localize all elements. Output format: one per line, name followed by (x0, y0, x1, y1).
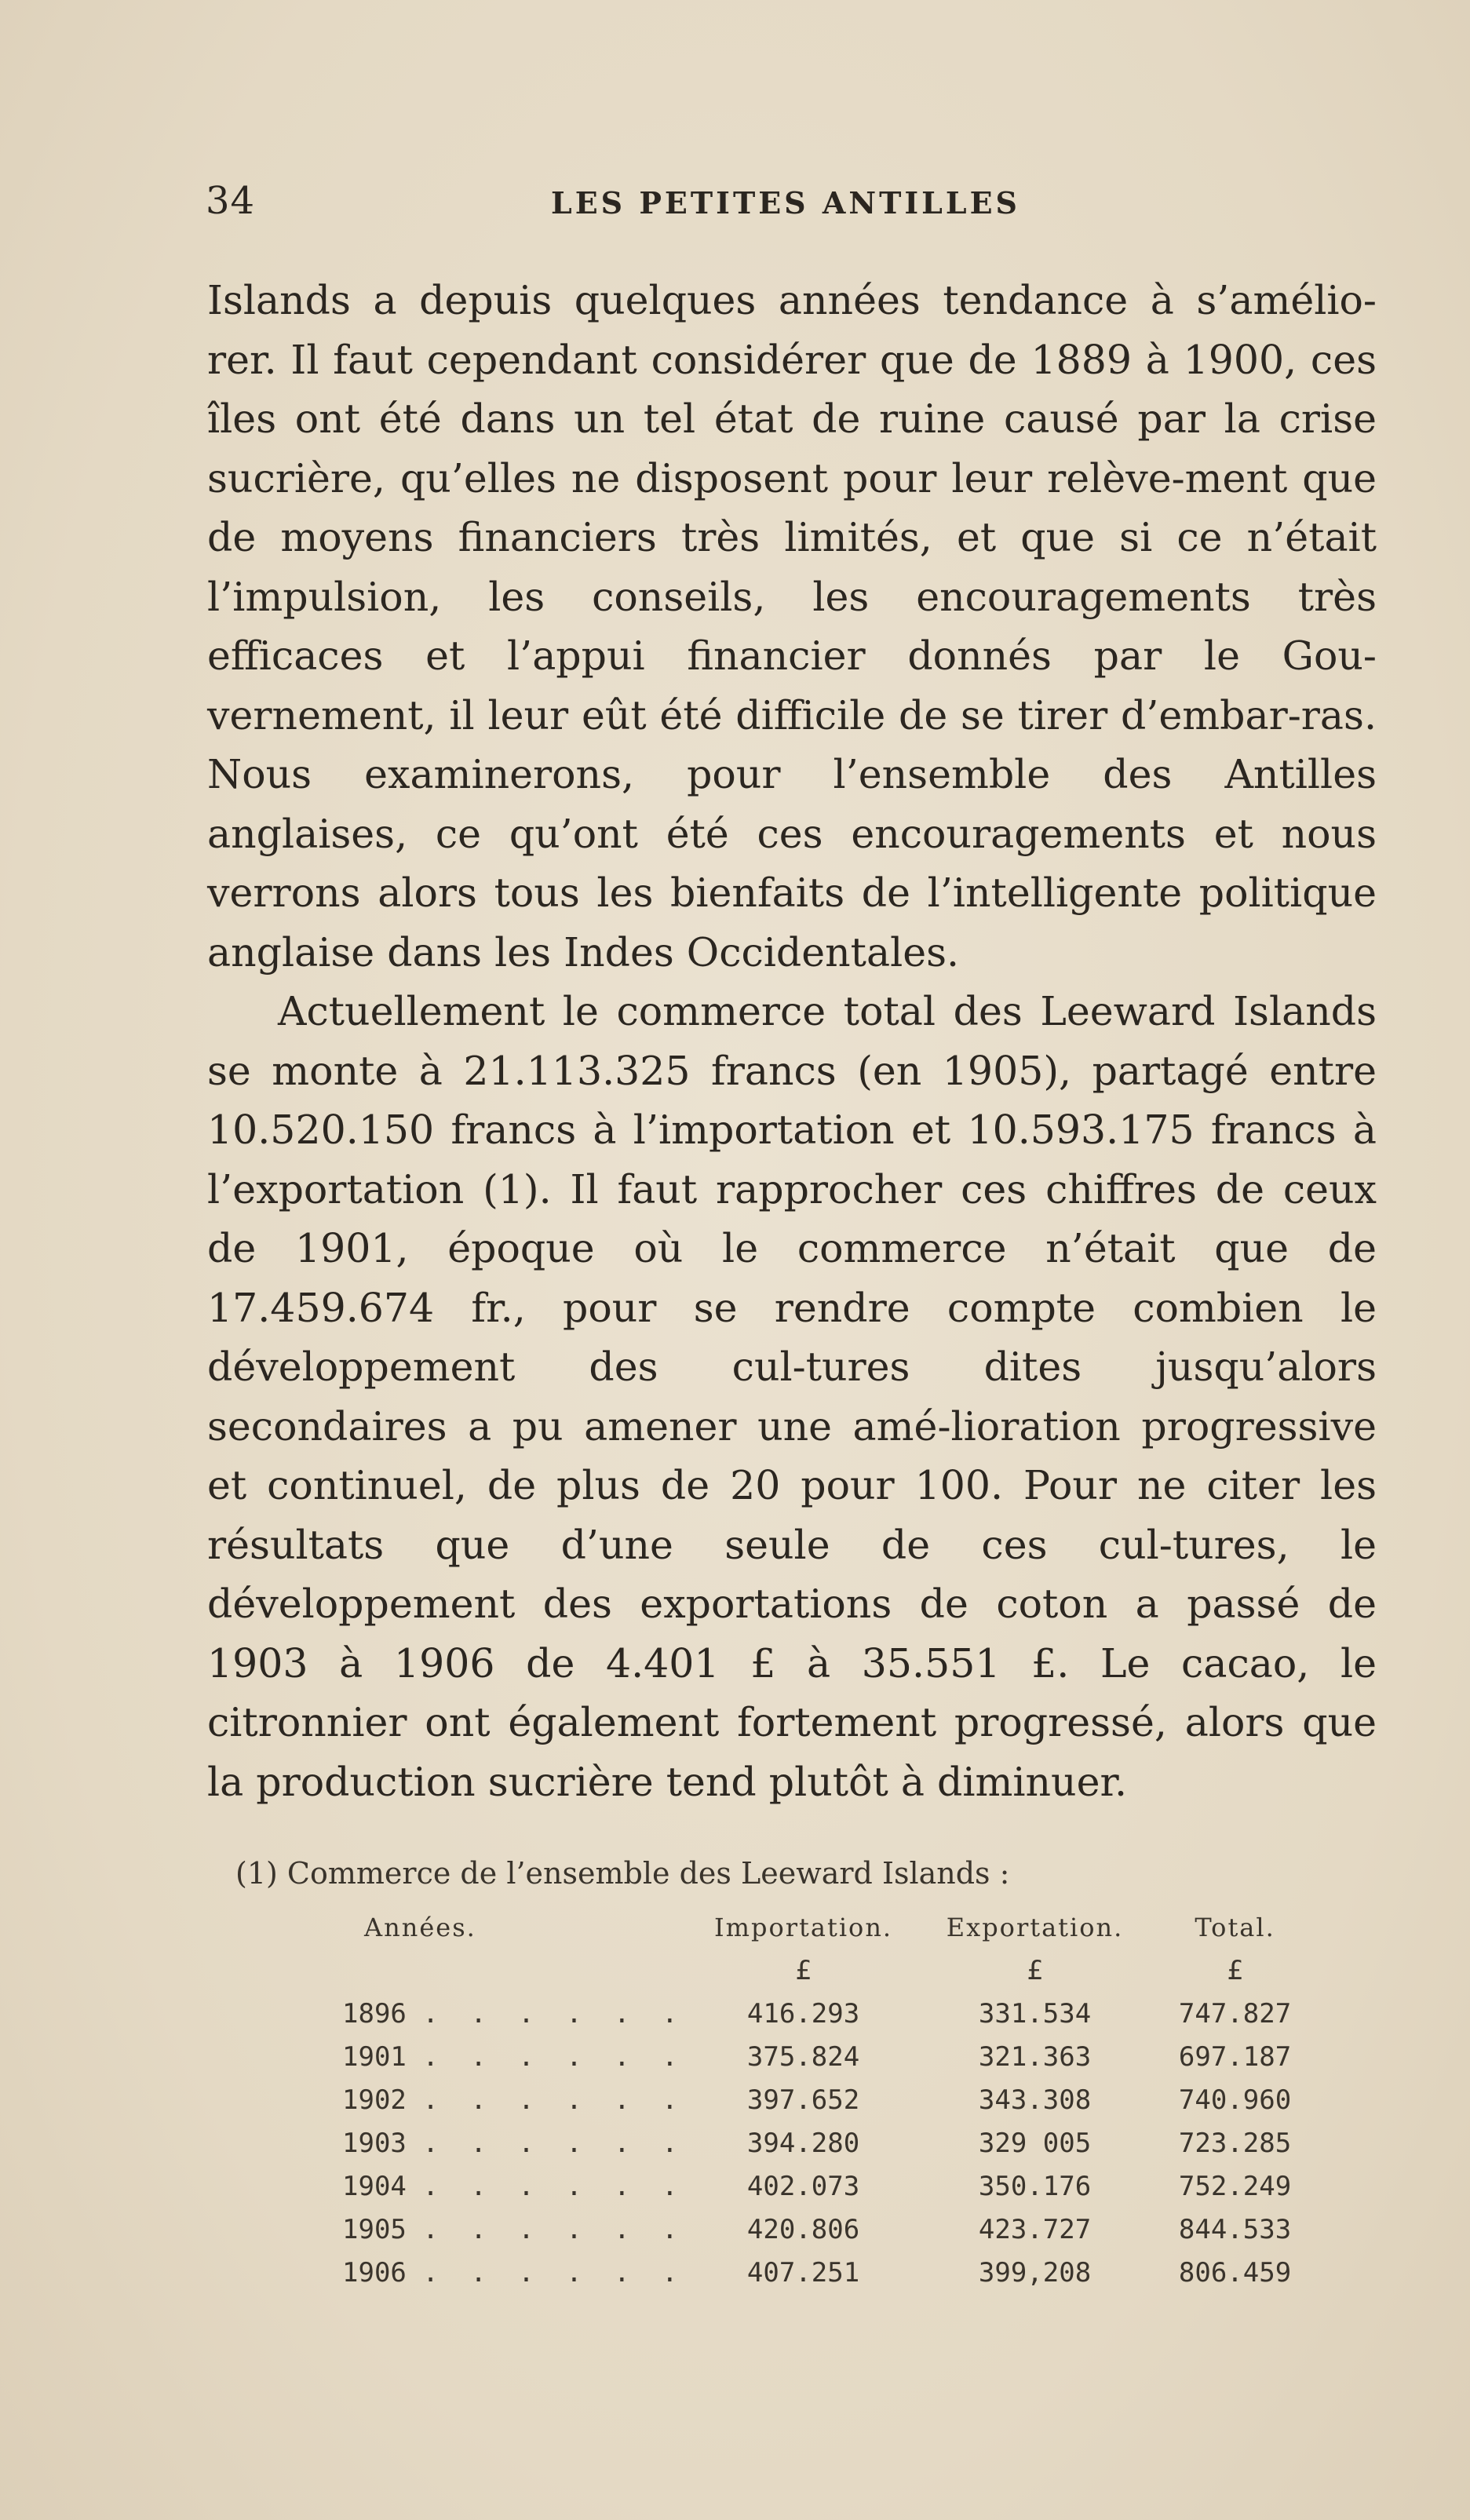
importation-cell: 420.806 (746, 2213, 860, 2245)
year-cell (342, 2208, 686, 2251)
leader-dots: . . . . . . (422, 2170, 686, 2202)
year-cell (342, 2078, 686, 2121)
table-row (342, 1992, 1322, 2035)
exportation-cell: 399,208 (978, 2256, 1092, 2288)
importation-cell: 402.073 (746, 2170, 860, 2202)
importation-cell: 416.293 (746, 1997, 860, 2029)
table-row (342, 2121, 1322, 2164)
table-unit-row (342, 1949, 1322, 1992)
total-cell: 697.187 (1178, 2040, 1292, 2073)
header-total: Total. (1195, 1912, 1275, 1942)
year-value: 1903 (342, 2127, 407, 2159)
leader-dots: . . . . . . (422, 2213, 686, 2245)
header-exportation: Exportation. (946, 1912, 1124, 1942)
leader-dots: . . . . . . (422, 2127, 686, 2159)
unit-years (342, 1949, 686, 1992)
unit-importation: £ (795, 1954, 812, 1986)
header-importation: Importation. (713, 1912, 893, 1942)
importation-cell: 375.824 (746, 2040, 860, 2073)
importation-cell: 397.652 (746, 2084, 860, 2116)
table-header-row (342, 1905, 1322, 1949)
table-row (342, 2164, 1322, 2208)
paragraph-2: Actuellement le commerce total des Leeward Islands se monte à 21.113.325 francs (en 1905), partagé entre 10.520.150 francs à l’importation et 10.593.175 francs à l’exportation (1). Il faut rapprocher ces chiffres de ceux de 1901, époque où le commerce n’était que de 17.459.674 fr., pour se rendre compte combien le développement des cul-tures dites jusqu’alors secondaires a pu amener une amé-lioration progressive et continuel, de plus de 20 pour 100. Pour ne citer les résultats que d’une seule de ces cul-tures, le développement des exportations de coton a passé de 1903 à 1906 de 4.401 £ à 35.551 £. Le cacao, le citronnier ont également fortement progressé, alors que la production sucrière tend plutôt à diminuer. (207, 988, 1377, 1805)
total-cell: 844.533 (1178, 2213, 1292, 2245)
exportation-cell: 423.727 (978, 2213, 1092, 2245)
leader-dots: . . . . . . (422, 1997, 686, 2029)
paragraph-1: Islands a depuis quelques années tendance à s’amélio-rer. Il faut cependant considérer que de 1889 à 1900, ces îles ont été dans un tel état de ruine causé par la crise sucrière, qu’elles ne disposent pour leur relève-ment que de moyens financiers très limités, et que si ce n’était l’impulsion, les conseils, les encouragements très efficaces et l’appui financier donnés par le Gou-vernement, il leur eût été difficile de se tirer d’embar-ras. Nous examinerons, pour l’ensemble des Antilles anglaises, ce qu’ont été ces encouragements et nous verrons alors tous les bienfaits de l’intelligente politique anglaise dans les Indes Occidentales. (207, 277, 1377, 976)
total-cell: 752.249 (1178, 2170, 1292, 2202)
total-cell: 723.285 (1178, 2127, 1292, 2159)
year-cell (342, 1992, 686, 2035)
table-row (342, 2208, 1322, 2251)
year-value: 1906 (342, 2256, 407, 2288)
table-row (342, 2251, 1322, 2294)
total-cell: 747.827 (1178, 1997, 1292, 2029)
year-cell (342, 2035, 686, 2078)
importation-cell: 407.251 (746, 2256, 860, 2288)
year-value: 1904 (342, 2170, 407, 2202)
running-title: LES PETITES ANTILLES (551, 185, 1020, 221)
year-value: 1901 (342, 2040, 407, 2073)
year-cell (342, 2164, 686, 2208)
exportation-cell: 331.534 (978, 1997, 1092, 2029)
header-years: Années. (364, 1912, 476, 1942)
leader-dots: . . . . . . (422, 2084, 686, 2116)
exportation-cell: 321.363 (978, 2040, 1092, 2073)
footnote-text: (1) Commerce de l’ensemble des Leeward Islands : (235, 1856, 1010, 1891)
year-value: 1896 (342, 1997, 407, 2029)
total-cell: 740.960 (1178, 2084, 1292, 2116)
year-value: 1905 (342, 2213, 407, 2245)
page-number: 34 (206, 179, 256, 223)
exportation-cell: 343.308 (978, 2084, 1092, 2116)
year-value: 1902 (342, 2084, 407, 2116)
leader-dots: . . . . . . (422, 2040, 686, 2073)
year-cell (342, 2251, 686, 2294)
table-row (342, 2078, 1322, 2121)
total-cell: 806.459 (1178, 2256, 1292, 2288)
trade-table (342, 1905, 1322, 2294)
exportation-cell: 350.176 (978, 2170, 1092, 2202)
unit-exportation: £ (1027, 1954, 1043, 1986)
unit-total: £ (1227, 1954, 1243, 1986)
exportation-cell: 329 005 (978, 2127, 1092, 2159)
year-cell (342, 2121, 686, 2164)
page-header (206, 179, 1391, 234)
leader-dots: . . . . . . (422, 2256, 686, 2288)
importation-cell: 394.280 (746, 2127, 860, 2159)
table-row (342, 2035, 1322, 2078)
body-text (207, 271, 1377, 1811)
